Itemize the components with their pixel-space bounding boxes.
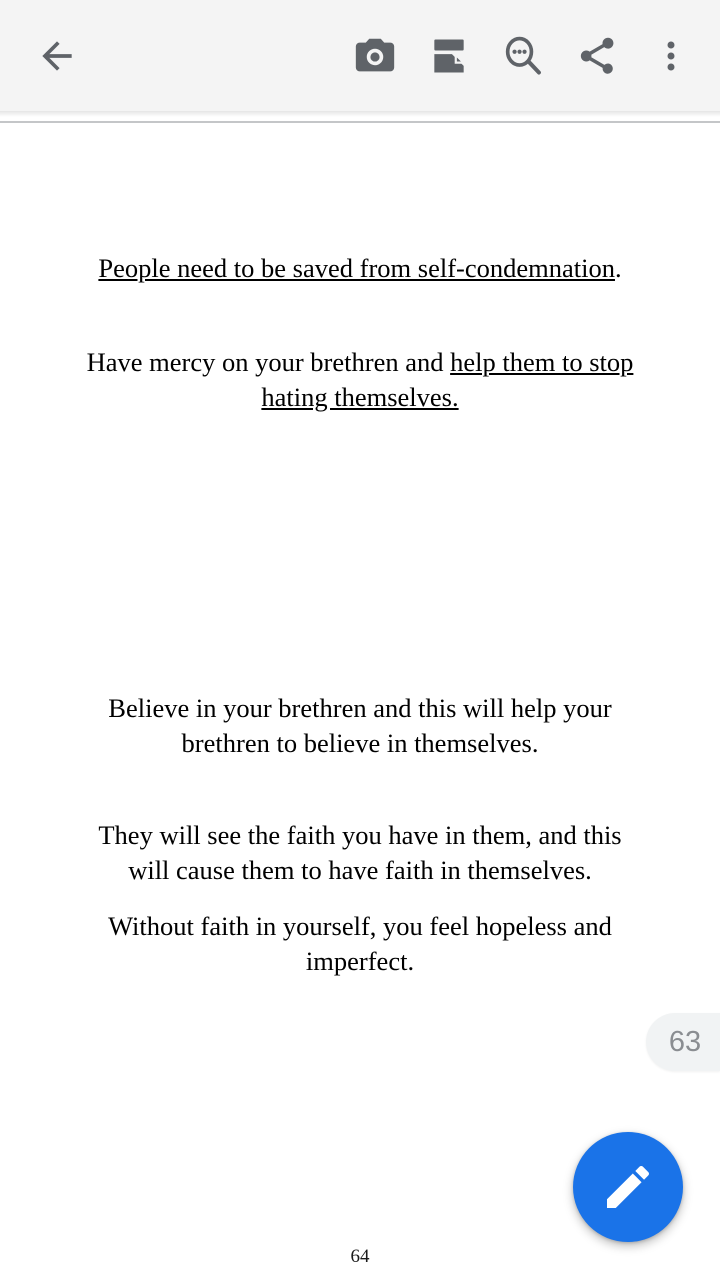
arrow-left-icon bbox=[35, 34, 79, 78]
share-icon bbox=[575, 34, 619, 78]
page-layout-icon bbox=[427, 34, 471, 78]
appbar-actions bbox=[338, 19, 708, 93]
more-vertical-icon bbox=[651, 36, 691, 76]
mercy-lead-text: Have mercy on your brethren and bbox=[86, 347, 451, 378]
page-top-divider bbox=[0, 121, 720, 123]
page-indicator-badge[interactable]: 63 bbox=[646, 1013, 720, 1071]
document-page bbox=[0, 123, 720, 1267]
heading-underlined-text: People need to be saved from self-condemnation bbox=[98, 253, 615, 283]
search-button[interactable] bbox=[486, 19, 560, 93]
page-layout-button[interactable] bbox=[412, 19, 486, 93]
search-dots-icon bbox=[500, 33, 546, 79]
page-number-footer: 64 bbox=[350, 1246, 370, 1267]
share-button[interactable] bbox=[560, 19, 634, 93]
heading-period: . bbox=[614, 253, 622, 283]
paragraph-mercy bbox=[82, 285, 638, 414]
camera-button[interactable] bbox=[338, 19, 412, 93]
mercy-underlined-text: help them to stop hating themselves. bbox=[261, 347, 634, 412]
paragraph-without: Without faith in yourself, you feel hopeless and imperfect. bbox=[108, 911, 612, 976]
back-button[interactable] bbox=[20, 19, 94, 93]
pencil-edit-icon bbox=[600, 1159, 656, 1215]
back-button-slot bbox=[20, 19, 94, 93]
document-scroll-area[interactable] bbox=[0, 123, 720, 1280]
appbar-shadow bbox=[0, 111, 720, 117]
paragraph-faith: They will see the faith you have in them, and this will cause them to have faith in themselves. bbox=[98, 820, 622, 885]
paragraph-believe: Believe in your brethren and this will help your brethren to believe in themselves. bbox=[108, 693, 612, 758]
overflow-menu-button[interactable] bbox=[634, 19, 708, 93]
page-content bbox=[0, 123, 720, 978]
top-app-bar bbox=[0, 0, 720, 111]
paragraph-heading bbox=[82, 123, 638, 285]
camera-icon bbox=[352, 33, 398, 79]
edit-fab[interactable] bbox=[573, 1132, 683, 1242]
